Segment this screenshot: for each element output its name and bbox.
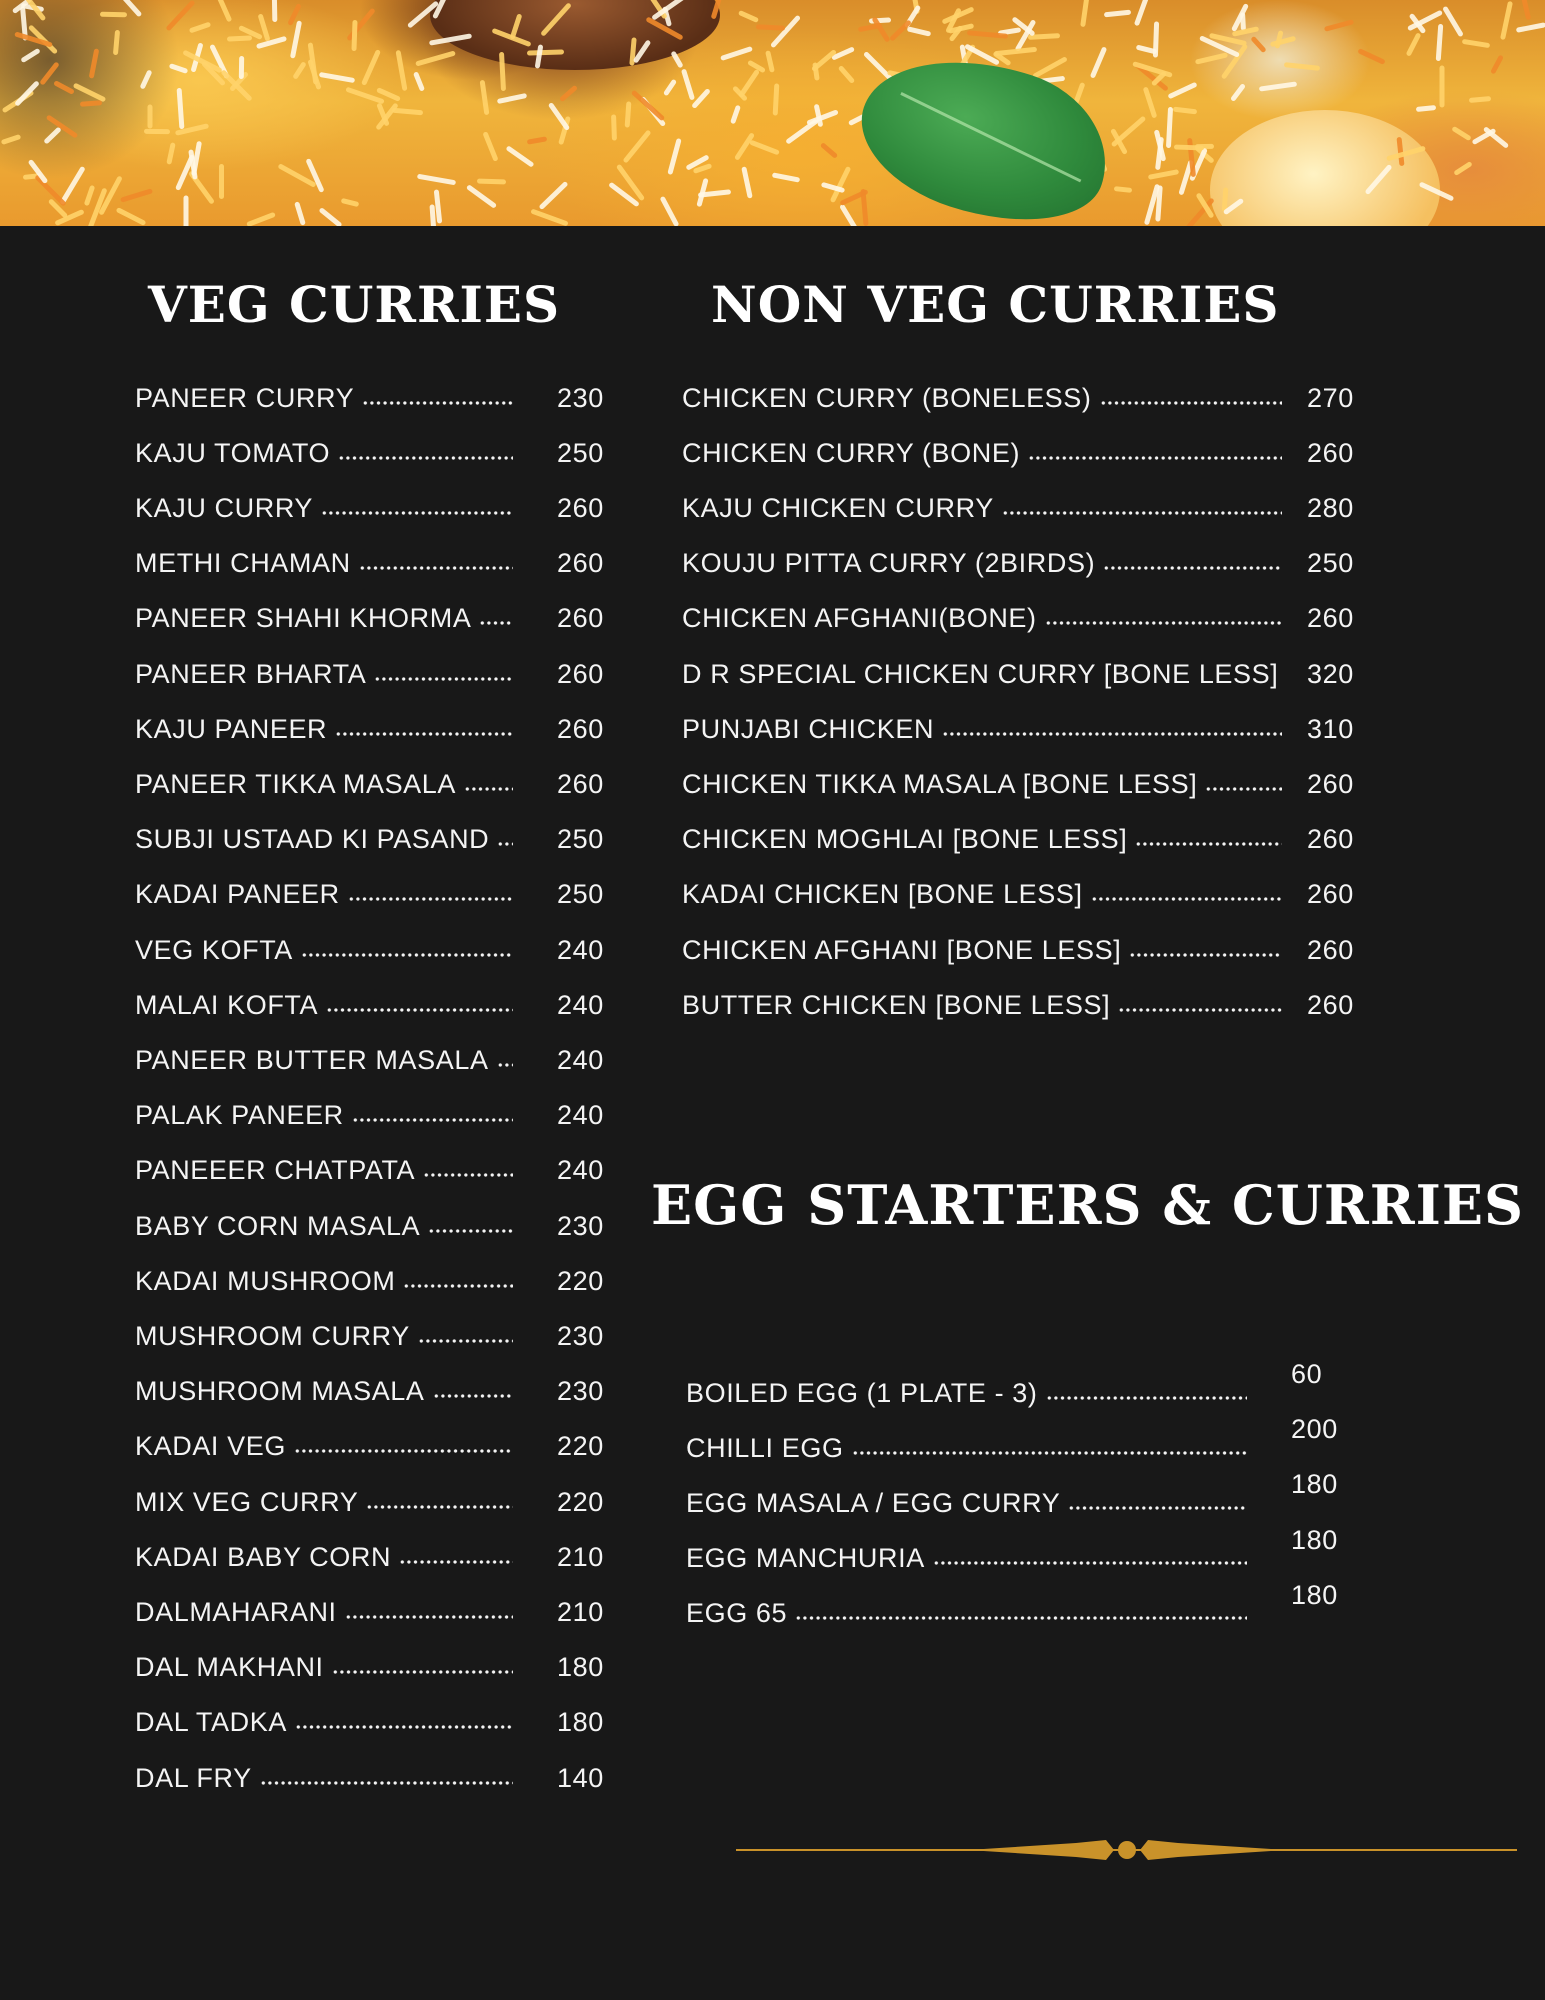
- rice-grain: [318, 207, 342, 226]
- rice-grain: [1104, 10, 1131, 18]
- rice-grain: [392, 108, 423, 116]
- dotted-leader: [326, 1008, 513, 1012]
- menu-item-name: KOUJU PITTA CURRY (2BIRDS): [682, 548, 1096, 579]
- menu-item: [135, 1151, 604, 1191]
- menu-item-name: VEG KOFTA: [135, 934, 293, 965]
- menu-item-price: 240: [557, 934, 604, 965]
- dotted-leader: [352, 1118, 513, 1122]
- menu-item-name: MUSHROOM CURRY: [135, 1320, 410, 1351]
- menu-item-name: KADAI PANEER: [135, 879, 340, 910]
- veg-curries-heading: VEG CURRIES: [148, 275, 561, 334]
- dotted-leader: [335, 732, 513, 736]
- menu-item-price: 240: [557, 989, 604, 1020]
- menu-item-name: PANEER BUTTER MASALA: [135, 1044, 489, 1075]
- rice-grain: [148, 105, 153, 129]
- rice-grain: [681, 68, 695, 100]
- rice-grain: [1259, 81, 1297, 91]
- dotted-leader: [399, 1560, 513, 1564]
- menu-item-name: KAJU PANEER: [135, 713, 328, 744]
- rice-grain: [413, 71, 425, 91]
- rice-grain: [341, 198, 360, 207]
- rice-grain: [860, 189, 868, 226]
- menu-item: [135, 1758, 604, 1798]
- menu-item-name: BOILED EGG (1 PLATE - 3): [686, 1377, 1038, 1408]
- menu-item-price: 180: [1291, 1524, 1338, 1555]
- menu-item: [135, 1261, 604, 1301]
- rice-grain: [497, 93, 527, 104]
- rice-grain: [741, 166, 753, 198]
- dotted-leader: [1028, 456, 1282, 460]
- rice-grain: [1167, 82, 1197, 100]
- rice-grain: [466, 184, 497, 209]
- rice-grain: [738, 10, 759, 23]
- rice-grain: [1490, 54, 1504, 74]
- dotted-leader: [1205, 787, 1282, 791]
- menu-item-price: 140: [557, 1762, 604, 1793]
- rice-grain: [1436, 24, 1444, 61]
- rice-grain: [820, 142, 838, 159]
- menu-item: [682, 433, 1354, 473]
- dotted-leader: [1046, 1396, 1248, 1400]
- menu-item-name: MUSHROOM MASALA: [135, 1376, 425, 1407]
- dotted-leader: [1118, 1008, 1282, 1012]
- dotted-leader: [423, 1173, 513, 1177]
- menu-item-name: EGG MASALA / EGG CURRY: [686, 1487, 1061, 1518]
- menu-item-price: 260: [557, 548, 604, 579]
- menu-item: [686, 1524, 1338, 1579]
- menu-item: [682, 985, 1354, 1025]
- dotted-leader: [1135, 842, 1282, 846]
- menu-item-name: PANEEER CHATPATA: [135, 1155, 416, 1186]
- rice-grain: [907, 26, 932, 36]
- rice-grain: [811, 49, 837, 72]
- dotted-leader: [418, 1339, 513, 1343]
- rice-grain: [772, 172, 800, 182]
- menu-item: [682, 820, 1354, 860]
- rice-grain: [361, 49, 381, 86]
- rice-grain: [838, 65, 856, 84]
- menu-item-name: CHICKEN TIKKA MASALA [BONE LESS]: [682, 768, 1198, 799]
- rice-grain: [1469, 96, 1491, 103]
- rice-grain: [660, 196, 680, 226]
- rice-grain: [480, 80, 490, 115]
- menu-item: [135, 709, 604, 749]
- dotted-leader: [933, 1561, 1247, 1565]
- rice-grain: [144, 129, 170, 134]
- ornament-divider-icon: [736, 1835, 1517, 1865]
- menu-item-price: 260: [1307, 989, 1354, 1020]
- rice-grain: [1230, 83, 1246, 102]
- rice-grain: [756, 24, 785, 31]
- menu-item: [682, 544, 1354, 584]
- menu-item: [682, 488, 1354, 528]
- menu-item-name: METHI CHAMAN: [135, 548, 351, 579]
- menu-item: [135, 1372, 604, 1412]
- dotted-leader: [345, 1615, 513, 1619]
- dotted-leader: [1045, 621, 1282, 625]
- menu-item: [135, 820, 604, 860]
- menu-item-price: 260: [1307, 768, 1354, 799]
- dotted-leader: [362, 401, 513, 405]
- menu-item-price: 250: [557, 824, 604, 855]
- menu-item-name: EGG 65: [686, 1598, 788, 1629]
- menu-item: [135, 764, 604, 804]
- menu-item: [135, 930, 604, 970]
- menu-item-name: EGG MANCHURIA: [686, 1543, 925, 1574]
- dotted-leader: [301, 953, 513, 957]
- menu-item-price: 240: [557, 1044, 604, 1075]
- menu-item: [135, 1703, 604, 1743]
- menu-item-name: KADAI CHICKEN [BONE LESS]: [682, 879, 1083, 910]
- menu-item-price: 230: [557, 1210, 604, 1241]
- menu-item-name: KADAI VEG: [135, 1431, 286, 1462]
- rice-grain: [527, 136, 548, 144]
- rice-grain: [1090, 46, 1107, 78]
- menu-item-name: BUTTER CHICKEN [BONE LESS]: [682, 989, 1111, 1020]
- rice-grain: [246, 212, 276, 226]
- rice-grain: [1442, 6, 1464, 38]
- rice-grain: [120, 188, 153, 202]
- menu-item-price: 210: [557, 1596, 604, 1627]
- menu-item-name: PALAK PANEER: [135, 1100, 344, 1131]
- rice-grain: [730, 105, 741, 125]
- rice-grain: [1173, 107, 1197, 115]
- menu-item: [135, 875, 604, 915]
- menu-item-price: 260: [557, 713, 604, 744]
- menu-item-name: PANEER TIKKA MASALA: [135, 768, 457, 799]
- dotted-leader: [795, 1616, 1247, 1620]
- menu-item: [682, 709, 1354, 749]
- menu-item: [686, 1414, 1338, 1468]
- rice-grain: [1324, 19, 1354, 32]
- menu-item: [682, 764, 1354, 804]
- menu-item-name: KADAI BABY CORN: [135, 1541, 392, 1572]
- menu-item-name: SUBJI USTAAD KI PASAND: [135, 824, 490, 855]
- rice-grain: [663, 79, 677, 97]
- rice-grain: [1174, 144, 1204, 150]
- menu-item: [682, 930, 1354, 970]
- rice-grain: [749, 140, 780, 156]
- dotted-leader: [479, 621, 513, 625]
- nonveg-curries-heading: NON VEG CURRIES: [711, 275, 1280, 334]
- menu-item-price: 260: [1307, 934, 1354, 965]
- rice-grain: [734, 132, 755, 161]
- rice-grain: [189, 22, 211, 34]
- rice-grain: [1357, 48, 1385, 65]
- menu-item-price: 260: [557, 658, 604, 689]
- menu-item-price: 250: [557, 879, 604, 910]
- rice-grain: [395, 50, 407, 91]
- menu-item-price: 250: [1307, 548, 1354, 579]
- dotted-leader: [348, 897, 513, 901]
- menu-item-price: 180: [1291, 1579, 1338, 1610]
- menu-item-name: PUNJABI CHICKEN: [682, 713, 935, 744]
- menu-item-price: 240: [557, 1100, 604, 1131]
- dotted-leader: [1100, 401, 1283, 405]
- rice-grain: [1134, 0, 1150, 26]
- menu-item-price: 260: [557, 603, 604, 634]
- rice-grain: [1406, 32, 1422, 57]
- rice-grain: [839, 204, 861, 226]
- menu-item: [135, 433, 604, 473]
- dotted-leader: [332, 1670, 513, 1674]
- menu-item: [135, 1206, 604, 1246]
- rice-grain: [213, 0, 233, 22]
- menu-item: [135, 1592, 604, 1632]
- rice-grain: [292, 61, 307, 80]
- rice-grain: [773, 83, 780, 115]
- dotted-leader: [942, 732, 1282, 736]
- dotted-leader: [260, 1781, 513, 1785]
- rice-grain: [184, 196, 189, 227]
- rice-grain: [631, 90, 666, 122]
- dotted-leader: [852, 1451, 1247, 1455]
- menu-item: [682, 599, 1354, 639]
- menu-item-price: 220: [557, 1486, 604, 1517]
- menu-item-price: 250: [557, 437, 604, 468]
- menu-item-name: KAJU CHICKEN CURRY: [682, 492, 994, 523]
- rice-grain: [738, 69, 760, 98]
- rice-grain: [1195, 52, 1228, 64]
- menu-item-name: CHICKEN AFGHANI [BONE LESS]: [682, 934, 1122, 965]
- rice-grain: [417, 174, 456, 186]
- rice-grain: [1516, 22, 1545, 33]
- menu-item-name: CHICKEN AFGHANI(BONE): [682, 603, 1037, 634]
- menu-item-price: 260: [557, 768, 604, 799]
- rice-grain: [538, 181, 568, 210]
- menu-item-price: 260: [557, 492, 604, 523]
- menu-item-price: 230: [557, 1376, 604, 1407]
- menu-item-name: CHILLI EGG: [686, 1432, 844, 1463]
- menu-item: [135, 1316, 604, 1356]
- menu-item-name: D R SPECIAL CHICKEN CURRY [BONE LESS]: [682, 658, 1279, 689]
- rice-grain: [611, 114, 617, 140]
- dotted-leader: [497, 1063, 513, 1067]
- rice-grain: [559, 85, 578, 103]
- hero-egg: [1210, 110, 1440, 226]
- menu-item-price: 280: [1307, 492, 1354, 523]
- menu-item-price: 230: [557, 1320, 604, 1351]
- menu-item-name: MALAI KOFTA: [135, 989, 319, 1020]
- rice-grain: [1153, 21, 1159, 57]
- dotted-leader: [1091, 897, 1282, 901]
- ornament-left-spike: [968, 1840, 1114, 1860]
- rice-grain: [482, 131, 498, 162]
- menu-item-price: 270: [1307, 382, 1354, 413]
- dotted-leader: [464, 787, 513, 791]
- menu-item: [686, 1359, 1323, 1413]
- dotted-leader: [1129, 953, 1282, 957]
- dotted-leader: [359, 566, 513, 570]
- menu-item-price: 320: [1307, 658, 1354, 689]
- menu-item: [682, 875, 1354, 915]
- dotted-leader: [321, 511, 513, 515]
- menu-item-price: 260: [1307, 824, 1354, 855]
- rice-grain: [1462, 39, 1490, 48]
- rice-grain: [290, 20, 302, 58]
- rice-grain: [1451, 126, 1471, 141]
- rice-grain: [116, 207, 147, 226]
- menu-item: [135, 1040, 604, 1080]
- menu-item: [135, 985, 604, 1025]
- menu-item: [682, 378, 1354, 418]
- dotted-leader: [1068, 1506, 1247, 1510]
- rice-grain: [625, 101, 632, 127]
- menu-item: [135, 1096, 604, 1136]
- menu-item-name: CHICKEN CURRY (BONE): [682, 437, 1021, 468]
- menu-item-name: MIX VEG CURRY: [135, 1486, 359, 1517]
- dotted-leader: [374, 677, 513, 681]
- menu-item-name: DALMAHARANI: [135, 1596, 337, 1627]
- rice-grain: [1143, 87, 1158, 119]
- rice-grain: [720, 46, 753, 61]
- menu-item-price: 180: [557, 1652, 604, 1683]
- rice-grain: [785, 118, 819, 144]
- rice-grain: [1114, 186, 1132, 193]
- menu-item-name: DAL MAKHANI: [135, 1652, 324, 1683]
- rice-grain: [84, 185, 96, 206]
- rice-grain: [505, 145, 534, 167]
- rice-grain: [1148, 169, 1179, 180]
- menu-item-name: PANEER BHARTA: [135, 658, 367, 689]
- rice-grain: [1500, 1, 1513, 40]
- rice-grain: [219, 164, 224, 199]
- rice-grain: [765, 50, 775, 73]
- dotted-leader: [295, 1725, 513, 1729]
- rice-grain: [1453, 161, 1472, 176]
- menu-item: [135, 1427, 604, 1467]
- hero-food-image: [0, 0, 1545, 226]
- menu-item-name: DAL TADKA: [135, 1707, 287, 1738]
- rice-grain: [530, 208, 568, 226]
- menu-item-name: KAJU CURRY: [135, 492, 314, 523]
- rice-grain: [351, 20, 357, 51]
- rice-grain: [1520, 0, 1531, 20]
- dotted-leader: [294, 1449, 513, 1453]
- rice-grain: [346, 8, 376, 42]
- menu-item-price: 240: [557, 1155, 604, 1186]
- menu-item-price: 60: [1291, 1359, 1323, 1389]
- menu-item: [682, 654, 1354, 694]
- dotted-leader: [497, 842, 513, 846]
- rice-grain: [272, 0, 278, 22]
- menu-item: [135, 654, 604, 694]
- dotted-leader: [366, 1505, 513, 1509]
- menu-item: [135, 599, 604, 639]
- menu-item-name: PANEER CURRY: [135, 382, 355, 413]
- rice-grain: [1080, 0, 1091, 27]
- rice-grain: [319, 72, 355, 83]
- dotted-leader: [1103, 566, 1282, 570]
- menu-item-name: KAJU TOMATO: [135, 437, 331, 468]
- menu-item-name: CHICKEN MOGHLAI [BONE LESS]: [682, 824, 1128, 855]
- menu-item: [135, 1482, 604, 1522]
- rice-grain: [305, 158, 324, 193]
- menu-item-price: 230: [557, 382, 604, 413]
- menu-item-price: 260: [1307, 603, 1354, 634]
- dotted-leader: [1002, 511, 1282, 515]
- menu-item: [135, 378, 604, 418]
- rice-grain: [1166, 107, 1173, 148]
- dotted-leader: [428, 1229, 513, 1233]
- menu-item: [135, 488, 604, 528]
- menu-item: [135, 1648, 604, 1688]
- menu-item-price: 310: [1307, 713, 1354, 744]
- rice-grain: [667, 138, 681, 175]
- rice-grain: [1416, 105, 1436, 112]
- menu-item-price: 180: [557, 1707, 604, 1738]
- menu-item-price: 210: [557, 1541, 604, 1572]
- dotted-leader: [403, 1284, 513, 1288]
- rice-grain: [294, 201, 306, 225]
- menu-item-name: PANEER SHAHI KHORMA: [135, 603, 472, 634]
- ornament-center-dot: [1118, 1841, 1136, 1859]
- rice-grain: [100, 12, 127, 17]
- menu-item-price: 200: [1291, 1414, 1338, 1445]
- dotted-leader: [338, 456, 513, 460]
- rice-grain: [227, 35, 252, 41]
- rice-grain: [1284, 62, 1320, 71]
- dotted-leader: [433, 1394, 513, 1398]
- menu-item-price: 260: [1307, 879, 1354, 910]
- rice-grain: [477, 178, 506, 184]
- menu-item: [135, 544, 604, 584]
- rice-grain: [622, 129, 651, 163]
- menu-item-name: DAL FRY: [135, 1762, 252, 1793]
- rice-grain: [1440, 66, 1445, 108]
- menu-item: [135, 1537, 604, 1577]
- rice-grain: [239, 56, 244, 79]
- menu-item: [686, 1469, 1338, 1523]
- rice-grain: [770, 15, 801, 49]
- menu-item-price: 260: [1307, 437, 1354, 468]
- menu-item-name: CHICKEN CURRY (BONELESS): [682, 382, 1092, 413]
- ornament-right-spike: [1140, 1840, 1286, 1860]
- rice-grain: [1155, 185, 1162, 221]
- menu-item-price: 220: [557, 1265, 604, 1296]
- egg-starters-curries-heading: EGG STARTERS & CURRIES: [651, 1173, 1525, 1237]
- menu-item-price: 180: [1291, 1469, 1338, 1500]
- rice-grain: [1270, 36, 1296, 48]
- rice-grain: [415, 50, 456, 66]
- menu-item: [686, 1579, 1338, 1634]
- menu-item-name: BABY CORN MASALA: [135, 1210, 421, 1241]
- menu-item-name: KADAI MUSHROOM: [135, 1265, 396, 1296]
- rice-grain: [1250, 36, 1266, 53]
- menu-item-price: 220: [557, 1431, 604, 1462]
